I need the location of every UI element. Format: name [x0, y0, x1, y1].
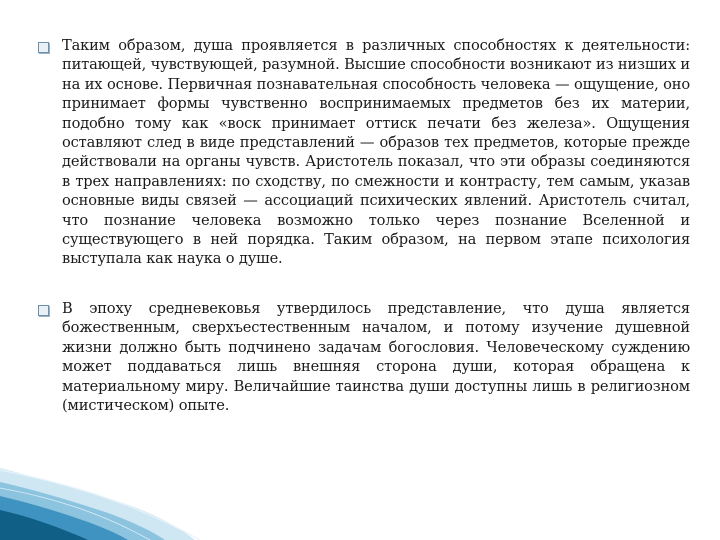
list-item [38, 299, 690, 415]
slide-body [38, 36, 690, 445]
paragraph-aristotle: Таким образом, душа проявляется в различных способностях к деятельности: питающей, чувствующей, разумной. Высшие способности возникают из низших и на их основе. Первичная познавательная способность человека — ощущение, оно принимает формы чувственно воспринимаемых предметов без их материи, подобно тому как «воск принимает оттиск печати без железа». Ощущения оставляют след в виде представлений — образов тех предметов, которые прежде действовали на органы чувств. Аристотель показал, что эти образы соединяются в трех направлениях: по сходству, по смежности и контрасту, тем самым, указав основные виды связей — ассоциаций психических явлений. Аристотель считал, что познание человека возможно только через познание Вселенной и существующего в ней порядка. Таким образом, на первом этапе психология выступала как наука о душе. [62, 37, 690, 268]
paragraph-middle-ages: В эпоху средневековья утвердилось представление, что душа является божественным, сверхъестественным началом, и потому изучение душевной жизни должно быть подчинено задачам богословия. Человеческому суждению может поддаваться лишь внешняя сторона души, которая обращена к материальному миру. Величайшие таинства души доступны лишь в религиозном (мистическом) опыте. [62, 299, 690, 414]
list-item [38, 36, 690, 269]
square-bullet-icon [38, 42, 49, 53]
square-bullet-icon [38, 305, 49, 316]
